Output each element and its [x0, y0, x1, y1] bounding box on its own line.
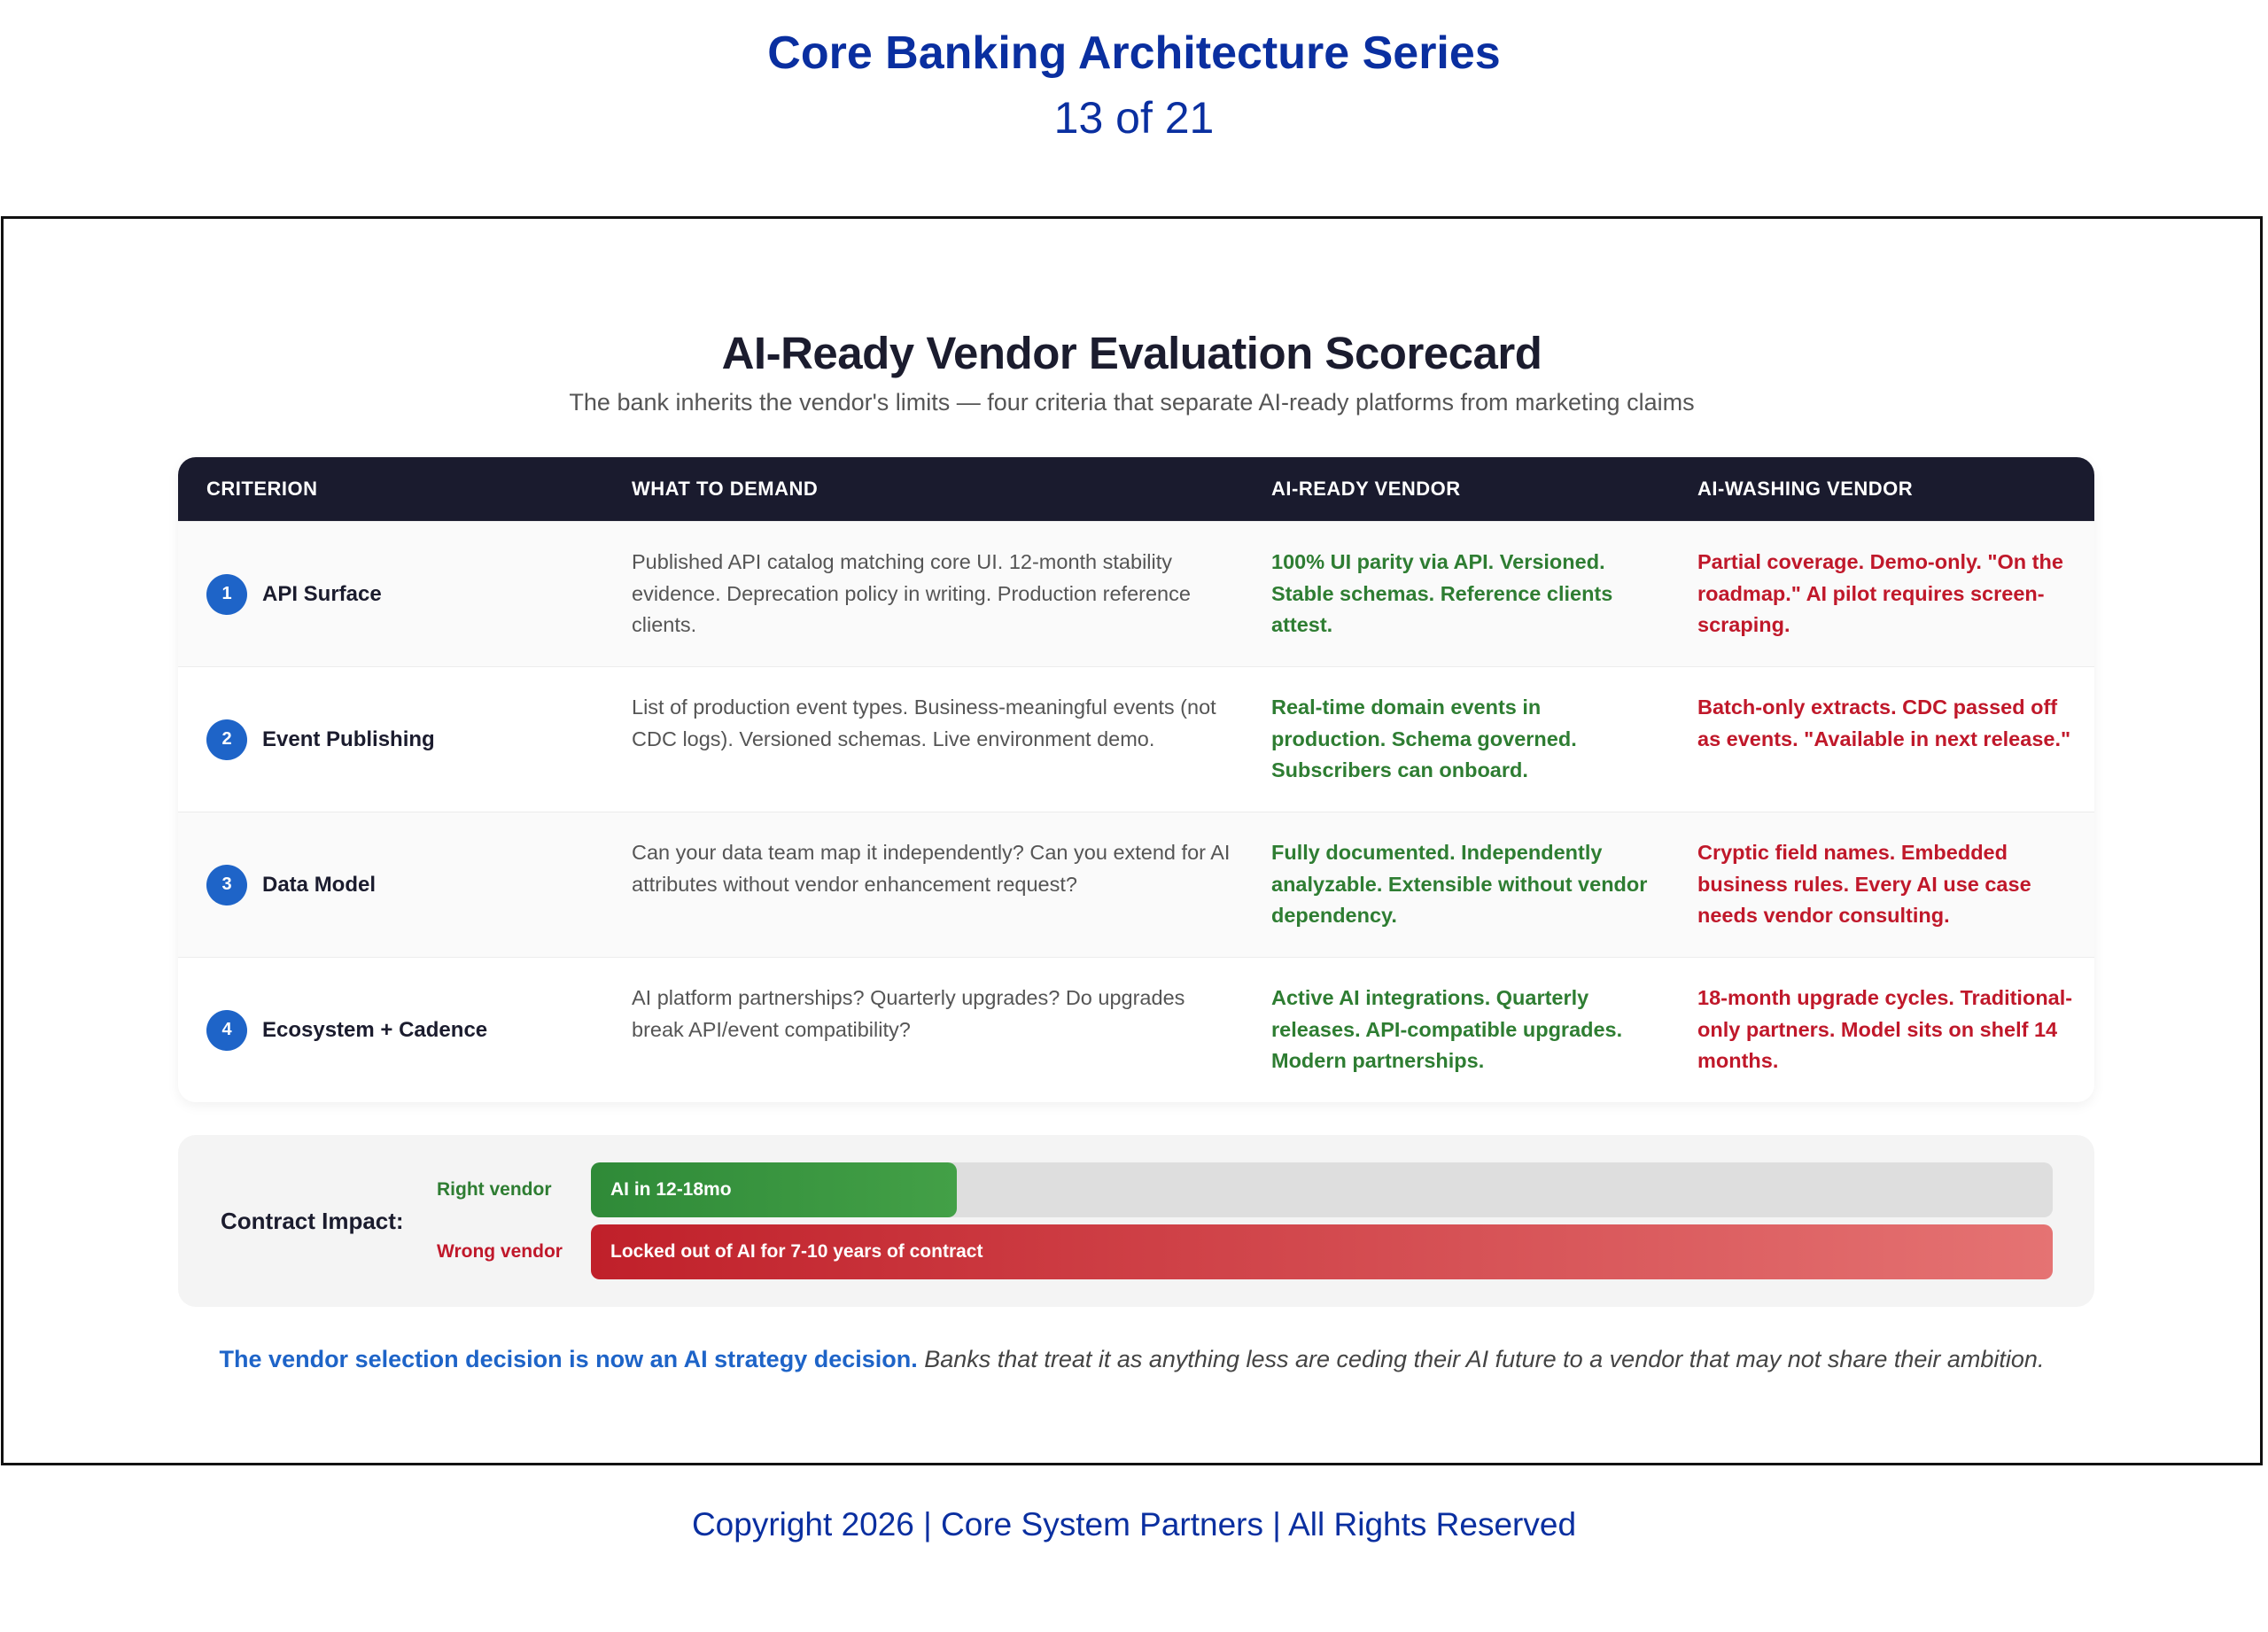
table-row	[178, 521, 2094, 666]
scorecard-subtitle: The bank inherits the vendor's limits — four criteria that separate AI-ready platforms from marketing claims	[569, 389, 1695, 416]
criterion-name: Ecosystem + Cadence	[262, 1017, 488, 1042]
right-vendor-bar: AI in 12-18mo	[591, 1162, 957, 1217]
wrong-vendor-bar: Locked out of AI for 7-10 years of contract	[591, 1224, 2053, 1279]
demand-cell: Published API catalog matching core UI. 12-month stability evidence. Deprecation policy in writing. Production reference clients.	[632, 550, 1191, 636]
criterion-name: Data Model	[262, 872, 377, 897]
ai-ready-cell: Real-time domain events in production. Schema governed. Subscribers can onboard.	[1271, 696, 1577, 781]
page-indicator: 13 of 21	[1053, 93, 1215, 143]
number-badge: 4	[206, 1010, 247, 1051]
table-row	[178, 666, 2094, 812]
criterion-name: API Surface	[262, 581, 382, 606]
ai-ready-cell: Fully documented. Independently analyzable. Extensible without vendor dependency.	[1271, 841, 1648, 927]
closing-rest: Banks that treat it as anything less are ceding their AI future to a vendor that may not share their ambition.	[917, 1346, 2045, 1372]
right-vendor-track	[591, 1162, 2053, 1217]
demand-cell: AI platform partnerships? Quarterly upgrades? Do upgrades break API/event compatibility?	[632, 986, 1185, 1041]
number-badge: 3	[206, 865, 247, 905]
criterion-cell	[206, 667, 435, 812]
copyright-footer: Copyright 2026 | Core System Partners | All Rights Reserved	[691, 1506, 1577, 1543]
criterion-cell	[206, 958, 487, 1102]
demand-cell: Can your data team map it independently? Can you extend for AI attributes without vendor enhancement request?	[632, 841, 1231, 896]
right-vendor-label: Right vendor	[437, 1179, 552, 1200]
slide-frame	[1, 216, 2263, 1465]
contract-impact-label: Contract Impact:	[221, 1208, 404, 1234]
scorecard-title: AI-Ready Vendor Evaluation Scorecard	[721, 328, 1542, 378]
contract-impact-panel	[178, 1135, 2094, 1307]
number-badge: 2	[206, 719, 247, 760]
table-row	[178, 812, 2094, 957]
ai-washing-cell: Batch-only extracts. CDC passed off as events. "Available in next release."	[1697, 696, 2071, 750]
series-title: Core Banking Architecture Series	[767, 27, 1501, 79]
wrong-vendor-track	[591, 1224, 2053, 1279]
column-header-ai-washing: AI-WASHING VENDOR	[1697, 478, 1914, 500]
ai-washing-cell: 18-month upgrade cycles. Traditional-only partners. Model sits on shelf 14 months.	[1697, 986, 2073, 1072]
column-header-criterion: CRITERION	[206, 478, 318, 500]
column-header-demand: WHAT TO DEMAND	[632, 478, 819, 500]
table-header	[178, 457, 2094, 521]
criterion-cell	[206, 812, 376, 957]
criterion-name: Event Publishing	[262, 727, 435, 751]
ai-ready-cell: 100% UI parity via API. Versioned. Stable schemas. Reference clients attest.	[1271, 550, 1613, 636]
ai-washing-cell: Partial coverage. Demo-only. "On the roadmap." AI pilot requires screen-scraping.	[1697, 550, 2063, 636]
closing-statement	[4, 1341, 2260, 1379]
ai-ready-cell: Active AI integrations. Quarterly releases. API-compatible upgrades. Modern partnerships.	[1271, 986, 1623, 1072]
closing-lead: The vendor selection decision is now an AI strategy decision.	[219, 1346, 918, 1372]
demand-cell: List of production event types. Business-meaningful events (not CDC logs). Versioned schemas. Live environment demo.	[632, 696, 1216, 750]
scorecard-table	[178, 457, 2094, 1102]
criterion-cell	[206, 522, 382, 666]
wrong-vendor-label: Wrong vendor	[437, 1241, 563, 1262]
number-badge: 1	[206, 574, 247, 615]
ai-washing-cell: Cryptic field names. Embedded business rules. Every AI use case needs vendor consulting.	[1697, 841, 2031, 927]
column-header-ai-ready: AI-READY VENDOR	[1271, 478, 1461, 500]
table-row	[178, 957, 2094, 1102]
